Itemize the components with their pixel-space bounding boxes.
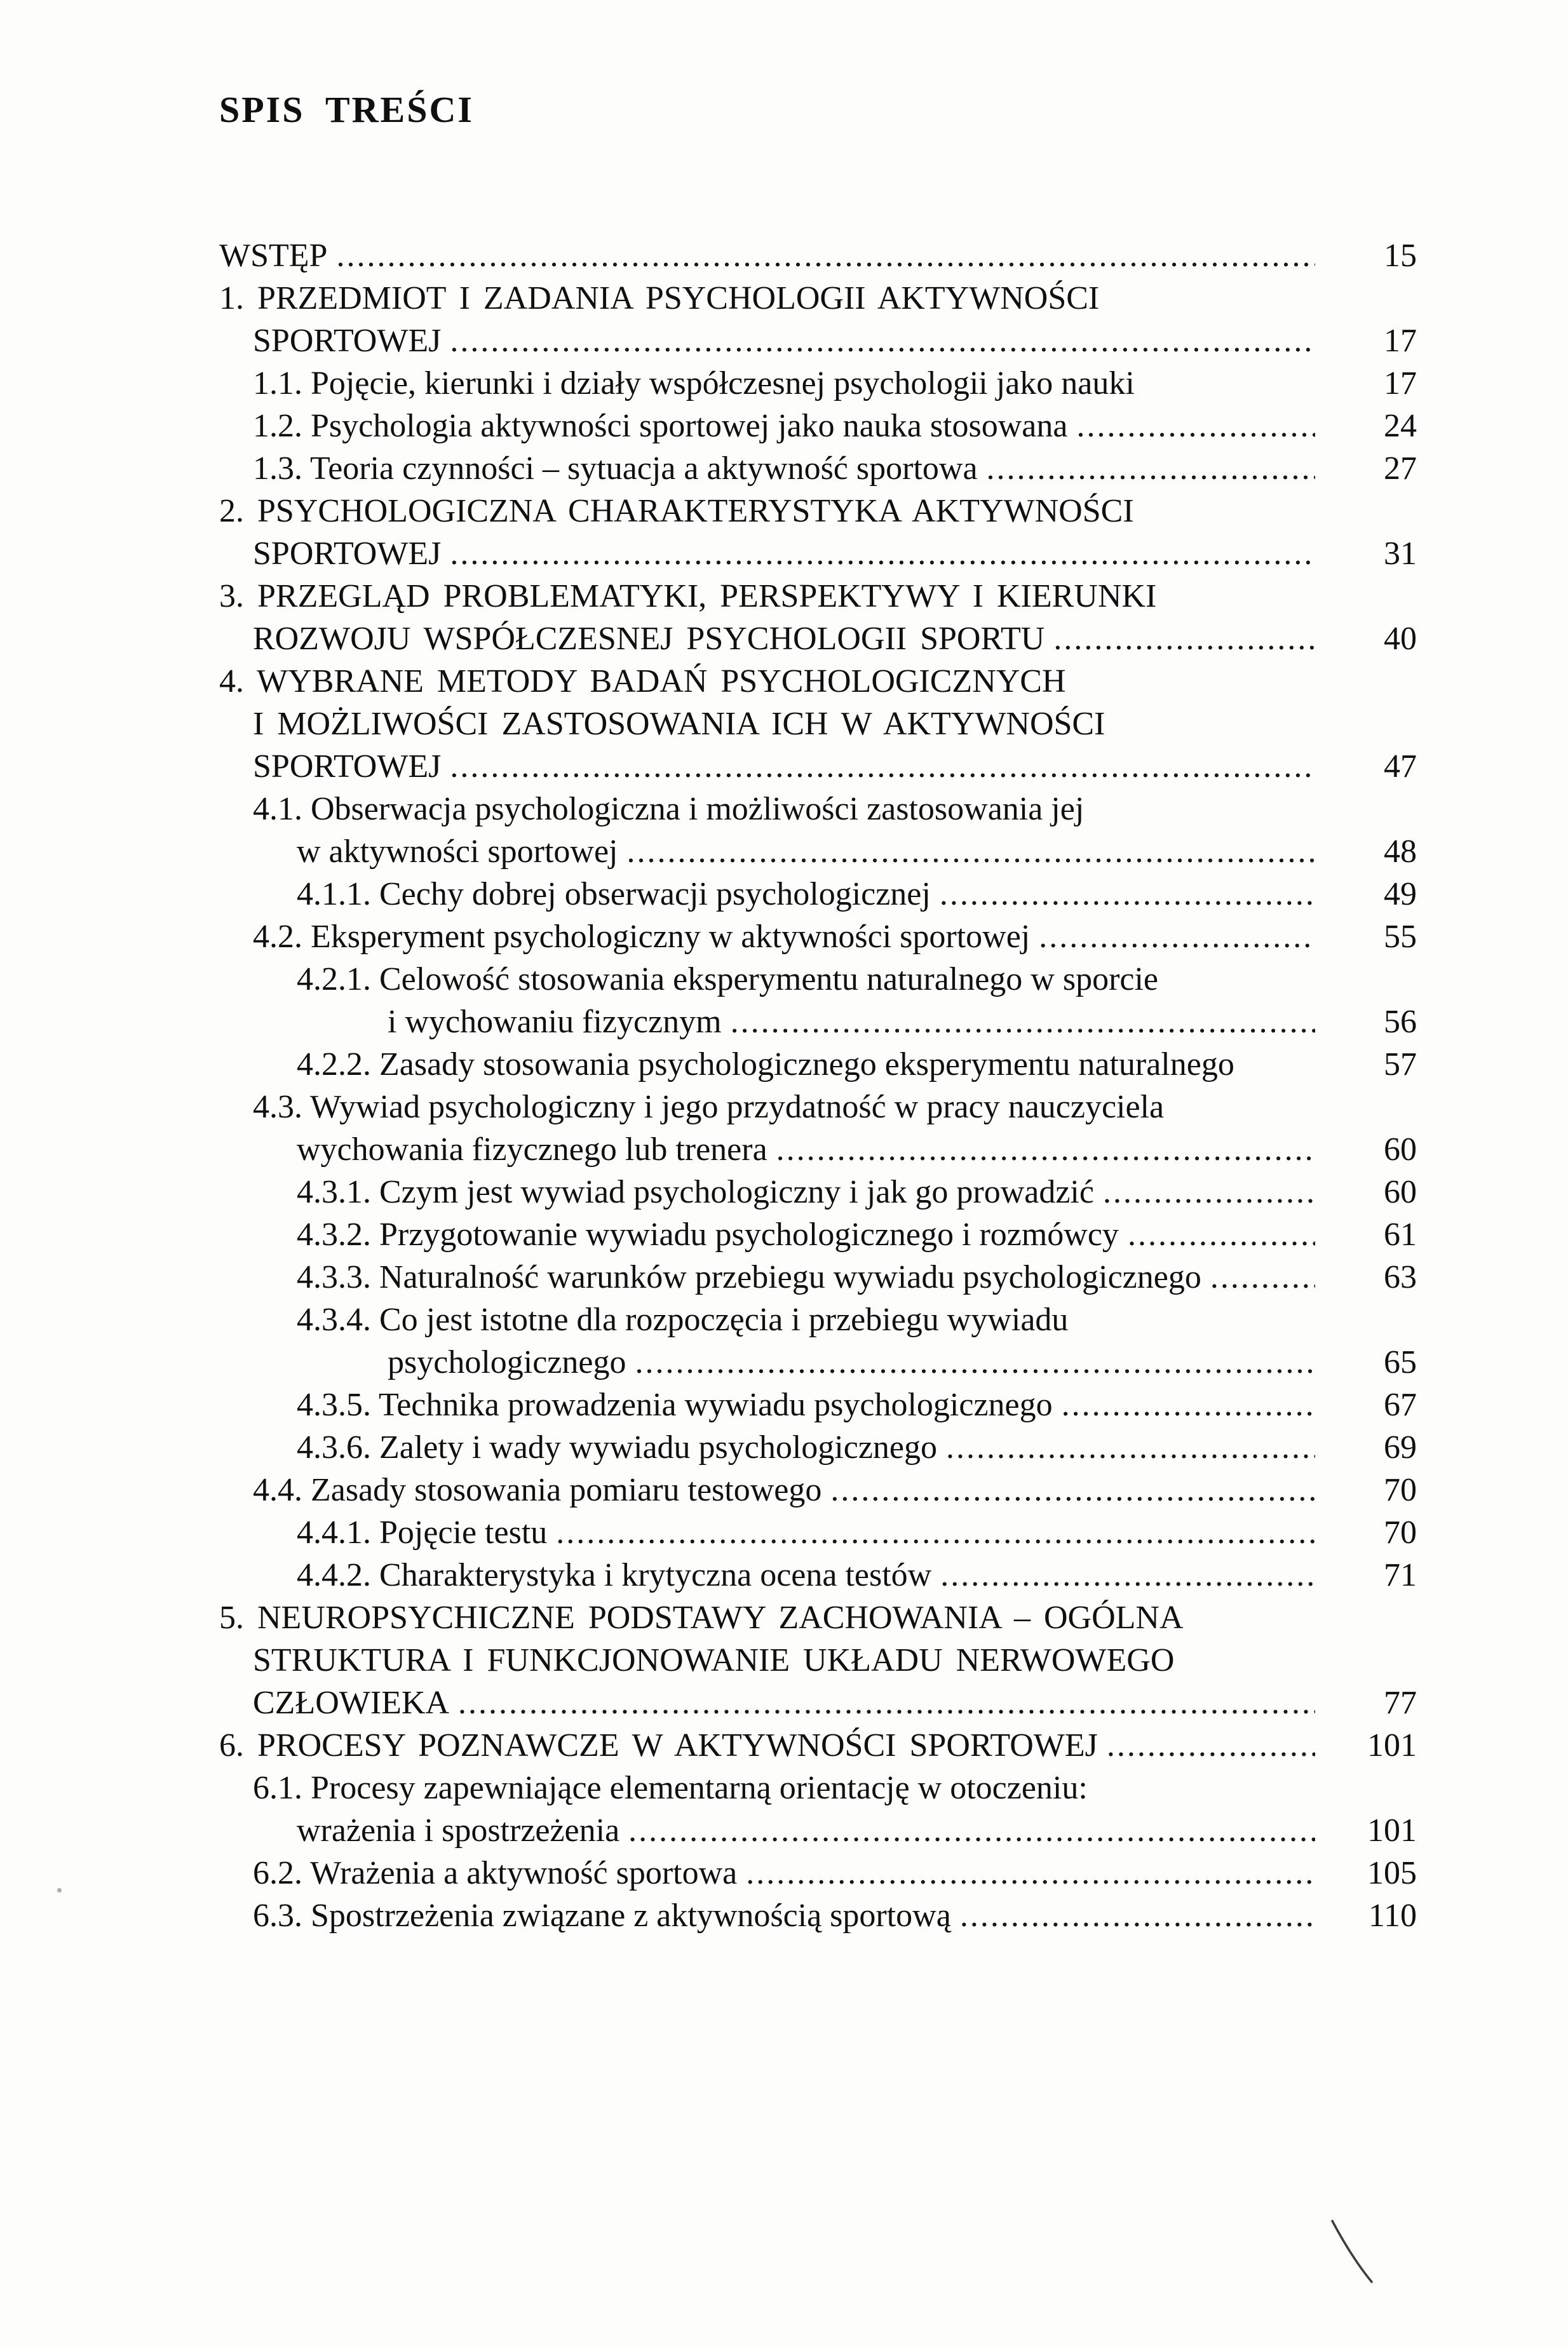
dot-leader <box>458 1682 1315 1724</box>
toc-entry-text: 6.2. Wrażenia a aktywność sportowa <box>253 1854 738 1891</box>
toc-line <box>219 320 1417 362</box>
toc-entry-text: 1.2. Psychologia aktywności sportowej jako nauka stosowana <box>253 407 1068 444</box>
toc-entry <box>219 915 1417 958</box>
page-number: 57 <box>1384 1046 1417 1083</box>
toc-entry-text: 4.3.4. Co jest istotne dla rozpoczęcia i przebiegu wywiadu <box>297 1301 1069 1338</box>
toc-entry <box>219 234 1417 277</box>
toc-entry-text: psychologicznego <box>388 1344 626 1380</box>
dot-leader <box>1103 1171 1315 1213</box>
toc-entry-text: 6. PROCESY POZNAWCZE W AKTYWNOŚCI SPORTOWEJ <box>219 1727 1098 1764</box>
dot-leader <box>450 745 1315 788</box>
toc-entry-text: 4.4.1. Pojęcie testu <box>297 1514 548 1551</box>
pen-mark-icon <box>1325 2217 1382 2287</box>
dot-leader <box>1107 1724 1315 1767</box>
toc-entry <box>219 1469 1417 1511</box>
toc-entry <box>219 447 1417 490</box>
scan-speck <box>57 1888 62 1893</box>
toc-line <box>219 1256 1417 1299</box>
toc-line <box>219 1639 1417 1682</box>
toc-entry-text: i wychowaniu fizycznym <box>388 1003 722 1040</box>
toc-entry-text: SPORTOWEJ <box>253 535 442 572</box>
toc-entry <box>219 1852 1417 1894</box>
toc-entry <box>219 1596 1417 1724</box>
toc-entry <box>219 1767 1417 1852</box>
dot-leader <box>450 320 1315 362</box>
toc-line <box>219 1682 1417 1724</box>
toc-line <box>219 1809 1417 1852</box>
dot-leader <box>1062 1384 1315 1426</box>
toc-list <box>0 234 1568 1937</box>
toc-line <box>219 1086 1417 1128</box>
dot-leader <box>450 532 1315 575</box>
toc-line <box>219 703 1417 745</box>
dot-leader <box>946 1426 1315 1469</box>
toc-entry-text: SPORTOWEJ <box>253 322 442 359</box>
toc-line <box>219 447 1417 490</box>
toc-entry-text: 2. PSYCHOLOGICZNA CHARAKTERYSTYKA AKTYWNOŚCI <box>219 492 1134 529</box>
toc-line <box>219 405 1417 447</box>
toc-entry-text: wrażenia i spostrzeżenia <box>297 1812 620 1849</box>
toc-entry-text: 4.4. Zasady stosowania pomiaru testowego <box>253 1471 822 1508</box>
toc-entry <box>219 873 1417 915</box>
toc-entry-text: 3. PRZEGLĄD PROBLEMATYKI, PERSPEKTYWY I KIERUNKI <box>219 577 1157 614</box>
page-number: 70 <box>1384 1514 1417 1551</box>
page-number: 56 <box>1384 1003 1417 1040</box>
dot-leader <box>987 447 1315 490</box>
page-number: 70 <box>1384 1471 1417 1508</box>
toc-line <box>219 1299 1417 1341</box>
toc-entry <box>219 575 1417 660</box>
page-number: 105 <box>1367 1854 1417 1891</box>
dot-leader <box>628 1809 1315 1852</box>
toc-entry-text: 4.1.1. Cechy dobrej obserwacji psychologicznej <box>297 875 931 912</box>
dot-leader <box>746 1852 1315 1894</box>
toc-entry-text: I MOŻLIWOŚCI ZASTOSOWANIA ICH W AKTYWNOŚCI <box>253 705 1105 742</box>
dot-leader <box>1076 405 1315 447</box>
page-number: 110 <box>1368 1897 1417 1934</box>
page-number: 31 <box>1384 535 1417 572</box>
toc-entry-text: 1. PRZEDMIOT I ZADANIA PSYCHOLOGII AKTYWNOŚCI <box>219 280 1100 316</box>
toc-line <box>219 1001 1417 1043</box>
toc-line <box>219 1043 1417 1086</box>
toc-line <box>219 1171 1417 1213</box>
toc-line <box>219 915 1417 958</box>
toc-entry <box>219 1554 1417 1596</box>
dot-leader <box>960 1894 1315 1937</box>
dot-leader <box>830 1469 1315 1511</box>
toc-entry <box>219 1384 1417 1426</box>
toc-line <box>219 1596 1417 1639</box>
toc-entry-text: wychowania fizycznego lub trenera <box>297 1131 767 1168</box>
toc-entry <box>219 958 1417 1043</box>
page-number: 49 <box>1384 875 1417 912</box>
toc-line <box>219 1128 1417 1171</box>
toc-line <box>219 1469 1417 1511</box>
page-number: 55 <box>1384 918 1417 955</box>
page-number: 101 <box>1367 1812 1417 1849</box>
toc-entry <box>219 1213 1417 1256</box>
toc-entry <box>219 490 1417 575</box>
dot-leader <box>731 1001 1315 1043</box>
toc-line <box>219 745 1417 788</box>
page-number: 77 <box>1384 1684 1417 1721</box>
toc-line <box>219 873 1417 915</box>
toc-entry-text: 4.3.2. Przygotowanie wywiadu psychologicznego i rozmówcy <box>297 1216 1119 1253</box>
toc-entry-text: 4. WYBRANE METODY BADAŃ PSYCHOLOGICZNYCH <box>219 663 1066 699</box>
page-number: 65 <box>1384 1344 1417 1380</box>
toc-entry <box>219 1171 1417 1213</box>
toc-entry <box>219 788 1417 873</box>
toc-entry <box>219 1724 1417 1767</box>
toc-entry-text: 4.4.2. Charakterystyka i krytyczna ocena testów <box>297 1556 932 1593</box>
page-number: 101 <box>1367 1727 1417 1764</box>
toc-line <box>219 1554 1417 1596</box>
toc-line <box>219 1894 1417 1937</box>
toc-line <box>219 234 1417 277</box>
dot-leader <box>1053 617 1315 660</box>
page-title: SPIS TREŚCI <box>219 89 474 130</box>
toc-line <box>219 1384 1417 1426</box>
toc-entry <box>219 1894 1417 1937</box>
toc-line <box>219 830 1417 873</box>
toc-entry-text: w aktywności sportowej <box>297 833 618 870</box>
toc-entry-text: 4.1. Obserwacja psychologiczna i możliwości zastosowania jej <box>253 790 1085 827</box>
page-number: 63 <box>1384 1258 1417 1295</box>
toc-line <box>219 1426 1417 1469</box>
page-number: 40 <box>1384 620 1417 657</box>
toc-entry-text: 6.3. Spostrzeżenia związane z aktywnością sportową <box>253 1897 951 1934</box>
page-number: 15 <box>1384 237 1417 274</box>
dot-leader <box>940 1554 1315 1596</box>
toc-line <box>219 532 1417 575</box>
page-number: 67 <box>1384 1386 1417 1423</box>
dot-leader <box>776 1128 1315 1171</box>
toc-entry <box>219 277 1417 362</box>
toc-line <box>219 1852 1417 1894</box>
toc-entry-text: CZŁOWIEKA <box>253 1684 450 1721</box>
toc-entry-text: 4.3.1. Czym jest wywiad psychologiczny i jak go prowadzić <box>297 1173 1094 1210</box>
toc-entry <box>219 1043 1417 1086</box>
page-number: 60 <box>1384 1173 1417 1210</box>
toc-entry-text: SPORTOWEJ <box>253 748 442 785</box>
toc-entry <box>219 1256 1417 1299</box>
dot-leader <box>1128 1213 1315 1256</box>
page-number: 61 <box>1384 1216 1417 1253</box>
page-number: 71 <box>1384 1556 1417 1593</box>
page-number: 47 <box>1384 748 1417 785</box>
page-number: 48 <box>1384 833 1417 870</box>
toc-entry-text: 4.3. Wywiad psychologiczny i jego przydatność w pracy nauczyciela <box>253 1088 1165 1125</box>
toc-line <box>219 1767 1417 1809</box>
toc-line <box>219 1724 1417 1767</box>
toc-entry-text: 1.3. Teoria czynności – sytuacja a aktywność sportowa <box>253 450 978 487</box>
page-number: 27 <box>1384 450 1417 487</box>
toc-entry <box>219 1086 1417 1171</box>
toc-entry-text: 1.1. Pojęcie, kierunki i działy współczesnej psychologii jako nauki <box>253 365 1135 401</box>
toc-line <box>219 1341 1417 1384</box>
toc-entry-text: 4.2.1. Celowość stosowania eksperymentu naturalnego w sporcie <box>297 961 1159 997</box>
toc-line <box>219 660 1417 703</box>
toc-line <box>219 575 1417 617</box>
dot-leader <box>635 1341 1315 1384</box>
toc-entry-text: 4.2. Eksperyment psychologiczny w aktywności sportowej <box>253 918 1031 955</box>
page-number: 24 <box>1384 407 1417 444</box>
toc-entry <box>219 362 1417 405</box>
toc-entry-text: STRUKTURA I FUNKCJONOWANIE UKŁADU NERWOWEGO <box>253 1642 1175 1678</box>
toc-entry-text: 5. NEUROPSYCHICZNE PODSTAWY ZACHOWANIA – OGÓLNA <box>219 1599 1184 1636</box>
toc-line <box>219 1213 1417 1256</box>
toc-entry <box>219 660 1417 788</box>
dot-leader <box>940 873 1315 915</box>
toc-line <box>219 1511 1417 1554</box>
toc-entry-text: 4.3.5. Technika prowadzenia wywiadu psychologicznego <box>297 1386 1053 1423</box>
toc-line <box>219 490 1417 532</box>
toc-line <box>219 277 1417 320</box>
page-number: 17 <box>1384 322 1417 359</box>
page-number: 69 <box>1384 1429 1417 1466</box>
toc-entry-text: 4.2.2. Zasady stosowania psychologicznego eksperymentu naturalnego <box>297 1046 1234 1083</box>
toc-entry-text: 4.3.3. Naturalność warunków przebiegu wywiadu psychologicznego <box>297 1258 1201 1295</box>
dot-leader <box>1039 915 1315 958</box>
page-number: 17 <box>1384 365 1417 401</box>
dot-leader <box>626 830 1315 873</box>
toc-line <box>219 958 1417 1001</box>
toc-entry-text: 6.1. Procesy zapewniające elementarną orientację w otoczeniu: <box>253 1769 1088 1806</box>
dot-leader <box>1210 1256 1315 1299</box>
toc-entry-text: ROZWOJU WSPÓŁCZESNEJ PSYCHOLOGII SPORTU <box>253 620 1045 657</box>
page-number: 60 <box>1384 1131 1417 1168</box>
toc-entry <box>219 1299 1417 1384</box>
toc-line <box>219 362 1417 405</box>
toc-entry <box>219 1511 1417 1554</box>
dot-leader <box>336 234 1315 277</box>
toc-line <box>219 788 1417 830</box>
toc-entry <box>219 1426 1417 1469</box>
dot-leader <box>556 1511 1315 1554</box>
toc-line <box>219 617 1417 660</box>
toc-entry-text: WSTĘP <box>219 237 328 274</box>
toc-entry <box>219 405 1417 447</box>
toc-entry-text: 4.3.6. Zalety i wady wywiadu psychologicznego <box>297 1429 937 1466</box>
